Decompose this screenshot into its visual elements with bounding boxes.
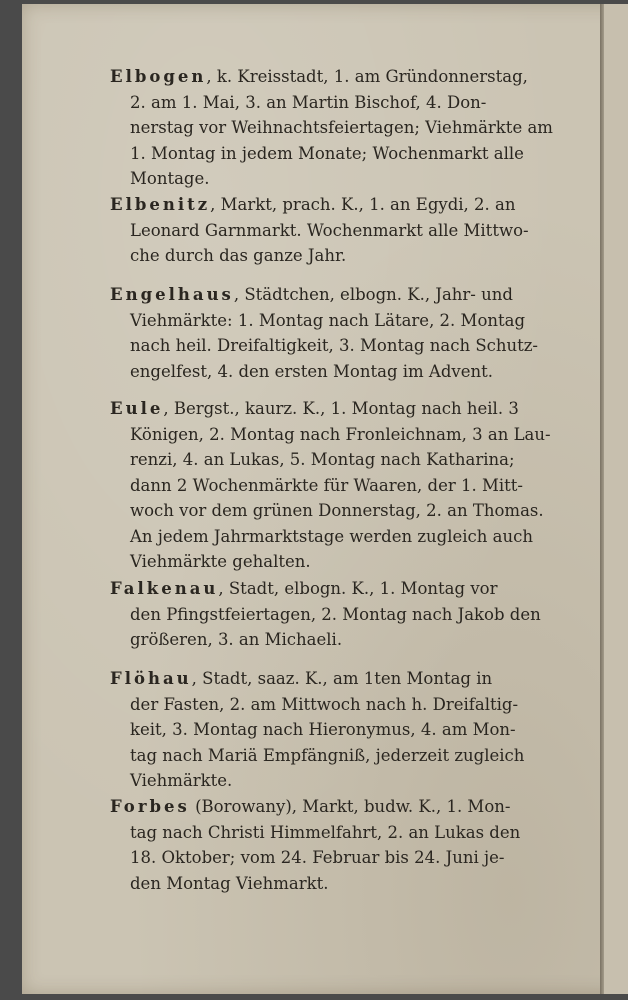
entry-line: , Markt, prach. K., 1. an Egydi, 2. an bbox=[210, 195, 516, 214]
entry-line: nach heil. Dreifaltigkeit, 3. Montag nach Schutz- bbox=[130, 336, 539, 355]
entry-floehau bbox=[110, 666, 602, 794]
entry-falkenau bbox=[110, 576, 602, 653]
entry-head: Eule bbox=[110, 399, 164, 418]
entry-line: der Fasten, 2. am Mittwoch nach h. Dreifaltig- bbox=[130, 694, 519, 714]
entry-line: , Städtchen, elbogn. K., Jahr- und bbox=[233, 285, 513, 304]
entry-line: dann 2 Wochenmärkte für Waaren, der 1. Mitt- bbox=[130, 475, 523, 495]
entry-line: Königen, 2. Montag nach Fronleichnam, 3 an Lau- bbox=[130, 424, 551, 444]
entry-line: , Stadt, saaz. K., am 1ten Montag in bbox=[191, 669, 493, 688]
entry-line: renzi, 4. an Lukas, 5. Montag nach Katharina; bbox=[130, 450, 515, 469]
entry-line: 1. Montag in jedem Monate; Wochenmarkt alle bbox=[130, 143, 524, 163]
entry-line: , k. Kreisstadt, 1. am Gründonnerstag, bbox=[206, 67, 528, 86]
entry-engelhaus bbox=[110, 282, 602, 384]
facing-page-edge bbox=[604, 4, 628, 994]
entry-line: keit, 3. Montag nach Hieronymus, 4. am Mon- bbox=[130, 720, 516, 739]
entry-line: woch vor dem grünen Donnerstag, 2. an Thomas. bbox=[130, 501, 544, 520]
entry-head: Forbes bbox=[110, 797, 190, 816]
entry-head: Elbogen bbox=[110, 67, 207, 86]
entry-line: Montage. bbox=[130, 169, 210, 188]
entry-line: , Stadt, elbogn. K., 1. Montag vor bbox=[218, 579, 498, 598]
entry-head: Elbenitz bbox=[110, 195, 211, 214]
entry-elbenitz bbox=[110, 192, 602, 269]
entry-forbes bbox=[110, 794, 602, 896]
entry-line: (Borowany), Markt, budw. K., 1. Mon- bbox=[189, 797, 511, 816]
entry-head: Falkenau bbox=[110, 579, 219, 598]
entry-line: 2. am 1. Mai, 3. an Martin Bischof, 4. Don- bbox=[130, 92, 487, 112]
entry-line: che durch das ganze Jahr. bbox=[130, 246, 347, 265]
entry-head: Flöhau bbox=[110, 669, 192, 688]
entry-line: 18. Oktober; vom 24. Februar bis 24. Juni je- bbox=[130, 848, 505, 867]
entry-line: tag nach Christi Himmelfahrt, 2. an Lukas den bbox=[130, 822, 521, 842]
entry-elbogen bbox=[110, 64, 602, 192]
entry-line: , Bergst., kaurz. K., 1. Montag nach heil. 3 bbox=[163, 399, 519, 418]
entry-line: Leonard Garnmarkt. Wochenmarkt alle Mittwo- bbox=[130, 220, 529, 240]
entry-line: Viehmärkte: 1. Montag nach Lätare, 2. Montag bbox=[130, 310, 526, 330]
entry-line: den Montag Viehmarkt. bbox=[130, 873, 329, 893]
entry-eule bbox=[110, 396, 602, 575]
entry-head: Engelhaus bbox=[110, 285, 234, 304]
entry-line: Viehmärkte. bbox=[130, 771, 233, 790]
entry-line: tag nach Mariä Empfängniß, jederzeit zugleich bbox=[130, 745, 525, 765]
entry-line: den Pfingstfeiertagen, 2. Montag nach Jakob den bbox=[130, 604, 541, 624]
entry-line: engelfest, 4. den ersten Montag im Advent. bbox=[130, 361, 493, 381]
entry-line: nerstag vor Weihnachtsfeiertagen; Viehmärkte am bbox=[130, 118, 553, 137]
entry-line: Viehmärkte gehalten. bbox=[130, 552, 311, 571]
entry-line: größeren, 3. an Michaeli. bbox=[130, 630, 343, 649]
entry-line: An jedem Jahrmarktstage werden zugleich auch bbox=[130, 526, 533, 546]
